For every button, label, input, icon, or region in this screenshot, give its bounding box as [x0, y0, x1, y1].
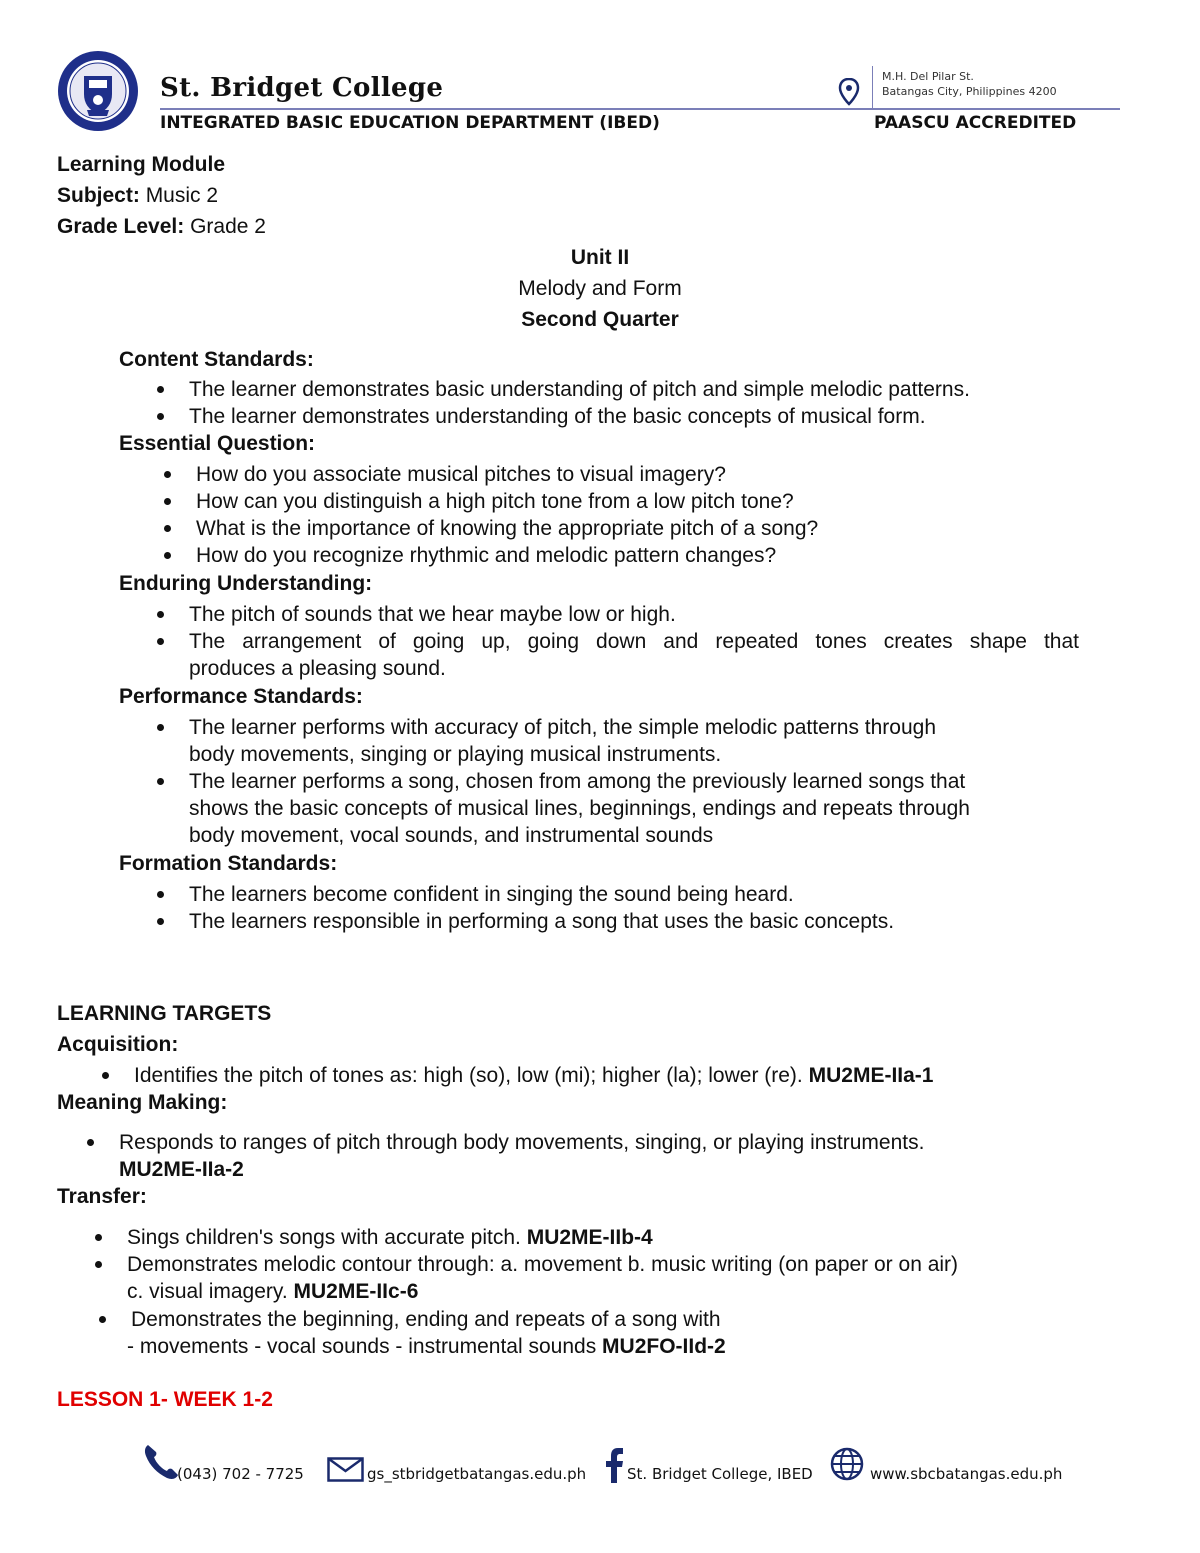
competency-code: MU2FO-IId-2	[602, 1335, 726, 1358]
meaning-making-list	[119, 1129, 1119, 1183]
college-seal-logo	[57, 50, 139, 132]
grade-label: Grade Level:	[57, 215, 185, 238]
enduring-understanding-heading: Enduring Understanding:	[119, 572, 373, 595]
essential-question-heading: Essential Question:	[119, 432, 316, 455]
footer-email[interactable]: gs_stbridgetbatangas.edu.ph	[367, 1465, 587, 1483]
list-item	[134, 1062, 1134, 1089]
globe-icon	[830, 1447, 864, 1481]
transfer-list-continued	[127, 1306, 1131, 1360]
essential-question-list	[196, 461, 1076, 569]
list-item: The pitch of sounds that we hear maybe low or high.	[189, 601, 1079, 628]
target-text: Sings children's songs with accurate pitch.	[127, 1226, 521, 1249]
email-icon	[327, 1457, 364, 1482]
competency-code: MU2ME-IIa-1	[808, 1064, 934, 1087]
list-item: What is the importance of knowing the appropriate pitch of a song?	[196, 515, 1076, 542]
target-text: Responds to ranges of pitch through body movements, singing, or playing instruments.	[119, 1131, 925, 1154]
target-text-line	[127, 1333, 1131, 1360]
header-divider	[872, 66, 873, 108]
performance-standards-heading: Performance Standards:	[119, 685, 363, 708]
list-item	[119, 1129, 1119, 1183]
transfer-list	[127, 1224, 1127, 1305]
footer-phone: (043) 702 - 7725	[177, 1465, 304, 1483]
transfer-heading: Transfer:	[57, 1185, 147, 1208]
footer-website[interactable]: www.sbcbatangas.edu.ph	[870, 1465, 1063, 1483]
unit-number: Unit II	[570, 246, 630, 269]
department-name: INTEGRATED BASIC EDUCATION DEPARTMENT (IBED)	[160, 113, 660, 133]
list-item-line: The arrangement of going up, going down and repeated tones creates shape that	[189, 630, 1079, 653]
list-item	[189, 714, 1089, 768]
list-item: The learner demonstrates understanding of the basic concepts of musical form.	[189, 403, 1089, 430]
enduring-understanding-list	[189, 601, 1079, 682]
list-item: How do you associate musical pitches to visual imagery?	[196, 461, 1076, 488]
list-item-line: body movements, singing or playing musical instruments.	[189, 743, 722, 766]
college-name: St. Bridget College	[160, 73, 444, 103]
learning-targets-heading: LEARNING TARGETS	[57, 1002, 272, 1025]
list-item	[127, 1306, 1131, 1360]
acquisition-list	[134, 1062, 1134, 1089]
list-item-line: produces a pleasing sound.	[189, 657, 446, 680]
list-item-line: The learner performs with accuracy of pitch, the simple melodic patterns through	[189, 716, 937, 739]
list-item: How can you distinguish a high pitch tone from a low pitch tone?	[196, 488, 1076, 515]
meaning-making-heading: Meaning Making:	[57, 1091, 228, 1114]
competency-code: MU2ME-IIa-2	[119, 1158, 244, 1181]
address-line2: Batangas City, Philippines 4200	[882, 85, 1057, 98]
target-text: c. visual imagery.	[127, 1280, 288, 1303]
target-text-line	[127, 1278, 1127, 1305]
address-line1: M.H. Del Pilar St.	[882, 70, 974, 83]
content-standards-heading: Content Standards:	[119, 348, 314, 371]
grade-value: Grade 2	[190, 215, 266, 238]
list-item-line: shows the basic concepts of musical lines, beginnings, endings and repeats through	[189, 797, 970, 820]
target-text: Demonstrates melodic contour through: a. movement b. music writing (on paper or on air)	[127, 1253, 959, 1276]
accreditation: PAASCU ACCREDITED	[874, 113, 1077, 133]
target-text: Demonstrates the beginning, ending and repeats of a song with	[131, 1308, 721, 1331]
quarter: Second Quarter	[521, 308, 679, 331]
unit-title: Melody and Form	[518, 277, 682, 300]
list-item-line: The learner performs a song, chosen from among the previously learned songs that	[189, 770, 966, 793]
list-item	[127, 1251, 1127, 1305]
header-rule	[160, 108, 1120, 110]
facebook-icon	[604, 1447, 624, 1483]
lesson-heading: LESSON 1- WEEK 1-2	[57, 1388, 273, 1411]
list-item: How do you recognize rhythmic and melodic pattern changes?	[196, 542, 1076, 569]
subject-label: Subject:	[57, 184, 140, 207]
list-item: The learners become confident in singing the sound being heard.	[189, 881, 1089, 908]
grade-line	[57, 213, 266, 240]
location-pin-icon	[838, 78, 860, 106]
content-standards-list	[189, 376, 1089, 431]
subject-line	[57, 182, 218, 209]
target-text: Identifies the pitch of tones as: high (so), low (mi); higher (la); lower (re).	[134, 1064, 803, 1087]
list-item-line: body movement, vocal sounds, and instrumental sounds	[189, 824, 714, 847]
formation-standards-list	[189, 881, 1089, 935]
footer-facebook[interactable]: St. Bridget College, IBED	[627, 1465, 813, 1483]
list-item	[127, 1224, 1127, 1251]
module-title: Learning Module	[57, 153, 225, 176]
list-item	[189, 628, 1079, 682]
phone-icon	[142, 1442, 180, 1482]
performance-standards-list	[189, 714, 1089, 849]
acquisition-heading: Acquisition:	[57, 1033, 179, 1056]
list-item: The learners responsible in performing a song that uses the basic concepts.	[189, 908, 1089, 935]
competency-code: MU2ME-IIb-4	[526, 1226, 653, 1249]
list-item	[189, 768, 1089, 849]
competency-code: MU2ME-IIc-6	[293, 1280, 419, 1303]
list-item: The learner demonstrates basic understanding of pitch and simple melodic patterns.	[189, 376, 1089, 403]
formation-standards-heading: Formation Standards:	[119, 852, 338, 875]
target-text: - movements - vocal sounds - instrumental sounds	[127, 1335, 597, 1358]
subject-value: Music 2	[145, 184, 219, 207]
